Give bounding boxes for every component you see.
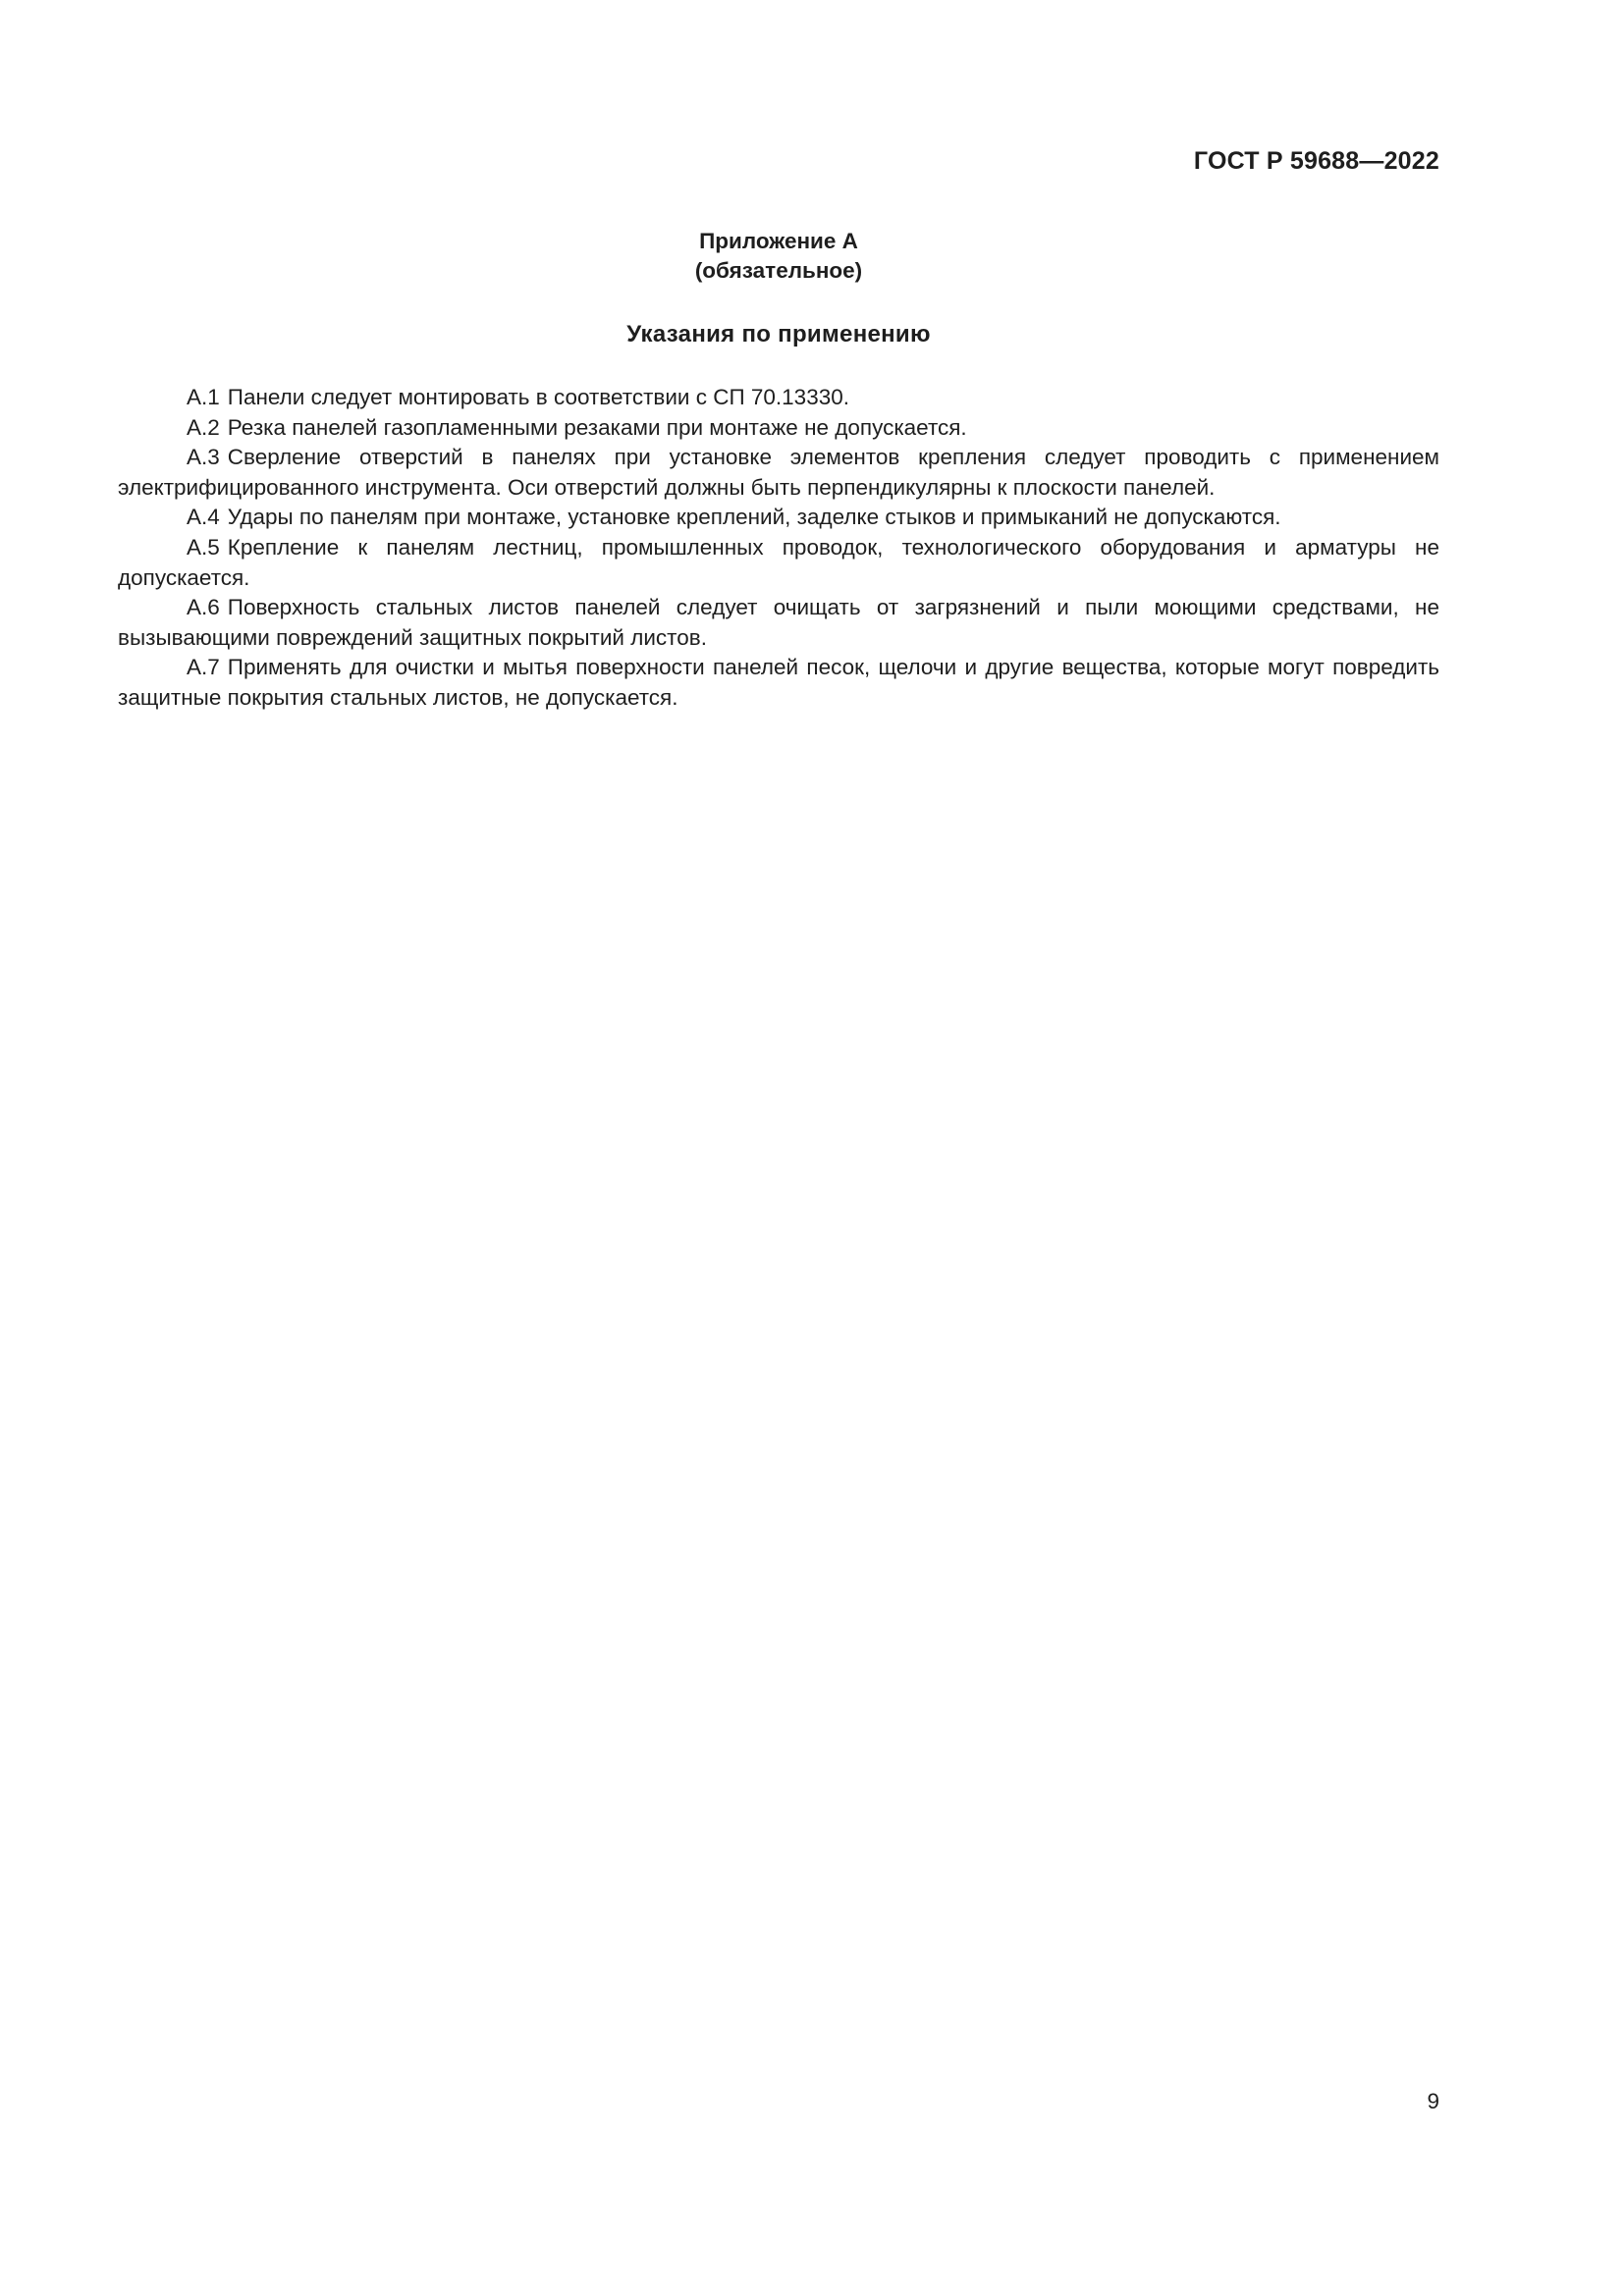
- paragraph-a2: [118, 413, 1439, 444]
- paragraph-text: Сверление отверстий в панелях при установке элементов крепления следует проводить с применением электрифицированного инструмента. Оси отверстий должны быть перпендикулярны к плоскости панелей.: [118, 445, 1439, 500]
- paragraph-number: А.6: [187, 595, 220, 620]
- document-code: ГОСТ Р 59688—2022: [1193, 147, 1439, 175]
- paragraph-text: Удары по панелям при монтаже, установке креплений, заделке стыков и примыканий не допускаются.: [227, 505, 1281, 530]
- paragraph-number: А.2: [187, 414, 220, 440]
- paragraph-a6: [118, 593, 1439, 653]
- annex-title: Приложение А: [699, 229, 858, 253]
- paragraph-a5: [118, 533, 1439, 593]
- paragraph-text: Поверхность стальных листов панелей следует очищать от загрязнений и пыли моющими средствами, не вызывающими повреждений защитных покрытий листов.: [118, 595, 1439, 650]
- annex-status: (обязательное): [694, 258, 863, 283]
- section-title: Указания по применению: [626, 321, 931, 347]
- paragraph-a1: [118, 383, 1439, 413]
- paragraph-a3: [118, 443, 1439, 503]
- paragraph-text: Применять для очистки и мытья поверхности панелей песок, щелочи и другие вещества, которые могут повредить защитные покрытия стальных листов, не допускается.: [118, 655, 1439, 710]
- paragraph-text: Панели следует монтировать в соответствии с СП 70.13330.: [227, 385, 849, 409]
- page-number: 9: [1427, 2089, 1439, 2113]
- paragraph-text: Резка панелей газопламенными резаками при монтаже не допускается.: [227, 414, 967, 440]
- paragraph-a7: [118, 653, 1439, 713]
- paragraph-number: А.7: [187, 655, 220, 680]
- paragraph-number: А.5: [187, 534, 220, 560]
- paragraph-a4: [118, 503, 1439, 533]
- paragraph-number: А.4: [187, 505, 220, 530]
- annex-body: [118, 383, 1439, 714]
- paragraph-number: А.1: [187, 385, 220, 409]
- paragraph-text: Крепление к панелям лестниц, промышленных проводок, технологического оборудования и арматуры не допускается.: [118, 534, 1439, 590]
- paragraph-number: А.3: [187, 445, 220, 470]
